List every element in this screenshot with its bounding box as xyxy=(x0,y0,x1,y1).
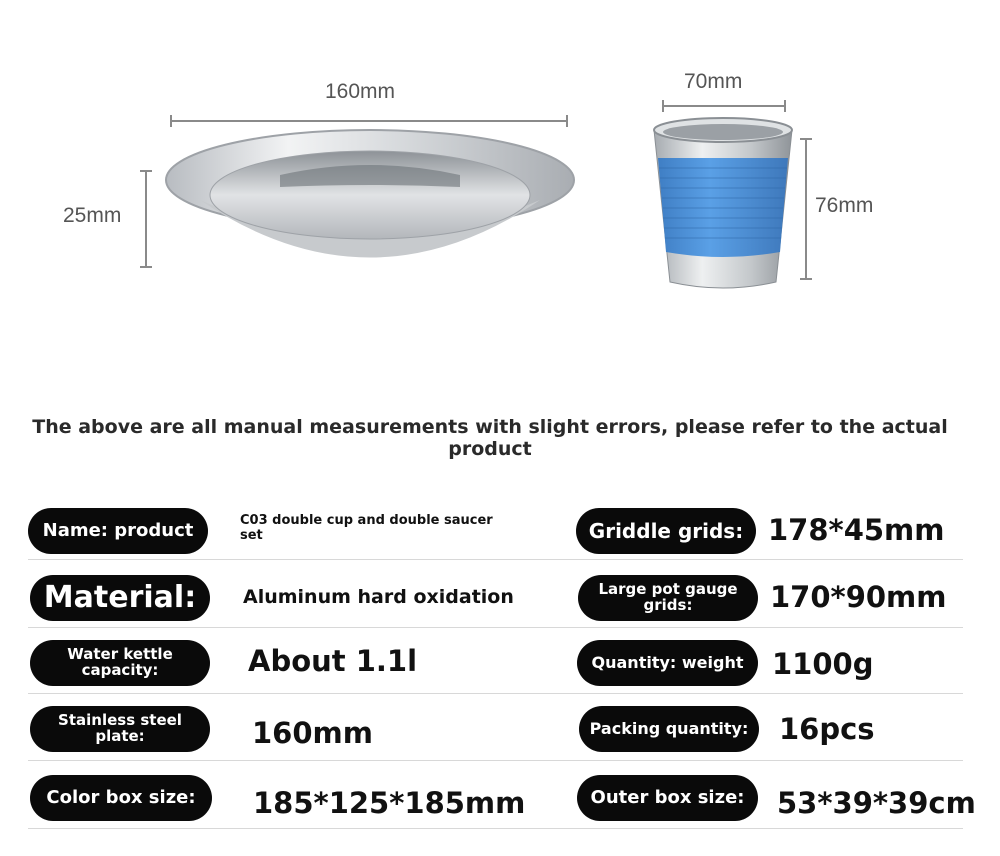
measurement-disclaimer: The above are all manual measurements with slight errors, please refer to the actual product xyxy=(32,416,948,460)
plate-height-label: 25mm xyxy=(63,204,122,227)
row-divider xyxy=(28,828,963,829)
outer-box-size-label: Outer box size: xyxy=(577,775,758,821)
packing-quantity-value: 16pcs xyxy=(779,712,875,746)
cup-height-line xyxy=(805,138,807,280)
cup-width-line xyxy=(662,105,786,107)
row-divider xyxy=(28,627,963,628)
plate-width-line xyxy=(170,120,568,122)
kettle-capacity-value: About 1.1l xyxy=(248,644,418,678)
kettle-capacity-label: Water kettle capacity: xyxy=(30,640,210,686)
packing-quantity-label: Packing quantity: xyxy=(579,706,759,752)
color-box-size-label: Color box size: xyxy=(30,775,212,821)
plate-size-label: Stainless steel plate: xyxy=(30,706,210,752)
plate-height-line xyxy=(145,170,147,268)
plate-width-label: 160mm xyxy=(325,80,396,103)
row-divider xyxy=(28,693,963,694)
large-pot-grids-value: 170*90mm xyxy=(770,580,947,614)
plate-image xyxy=(160,125,580,285)
cup-height-label: 76mm xyxy=(815,194,874,217)
row-divider xyxy=(28,559,963,560)
cup-image xyxy=(648,112,798,297)
material-label: Material: xyxy=(30,575,210,621)
weight-label: Quantity: weight xyxy=(577,640,758,686)
name-label: Name: product xyxy=(28,508,208,554)
outer-box-size-value: 53*39*39cm xyxy=(777,786,976,820)
color-box-size-value: 185*125*185mm xyxy=(253,786,526,820)
griddle-grids-value: 178*45mm xyxy=(768,513,945,547)
griddle-grids-label: Griddle grids: xyxy=(576,508,756,554)
material-value: Aluminum hard oxidation xyxy=(243,586,514,608)
cup-width-label: 70mm xyxy=(684,70,743,93)
plate-size-value: 160mm xyxy=(252,716,373,750)
weight-value: 1100g xyxy=(772,647,874,681)
large-pot-grids-label: Large pot gauge grids: xyxy=(578,575,758,621)
name-value: C03 double cup and double saucer set xyxy=(240,513,493,543)
row-divider xyxy=(28,760,963,761)
